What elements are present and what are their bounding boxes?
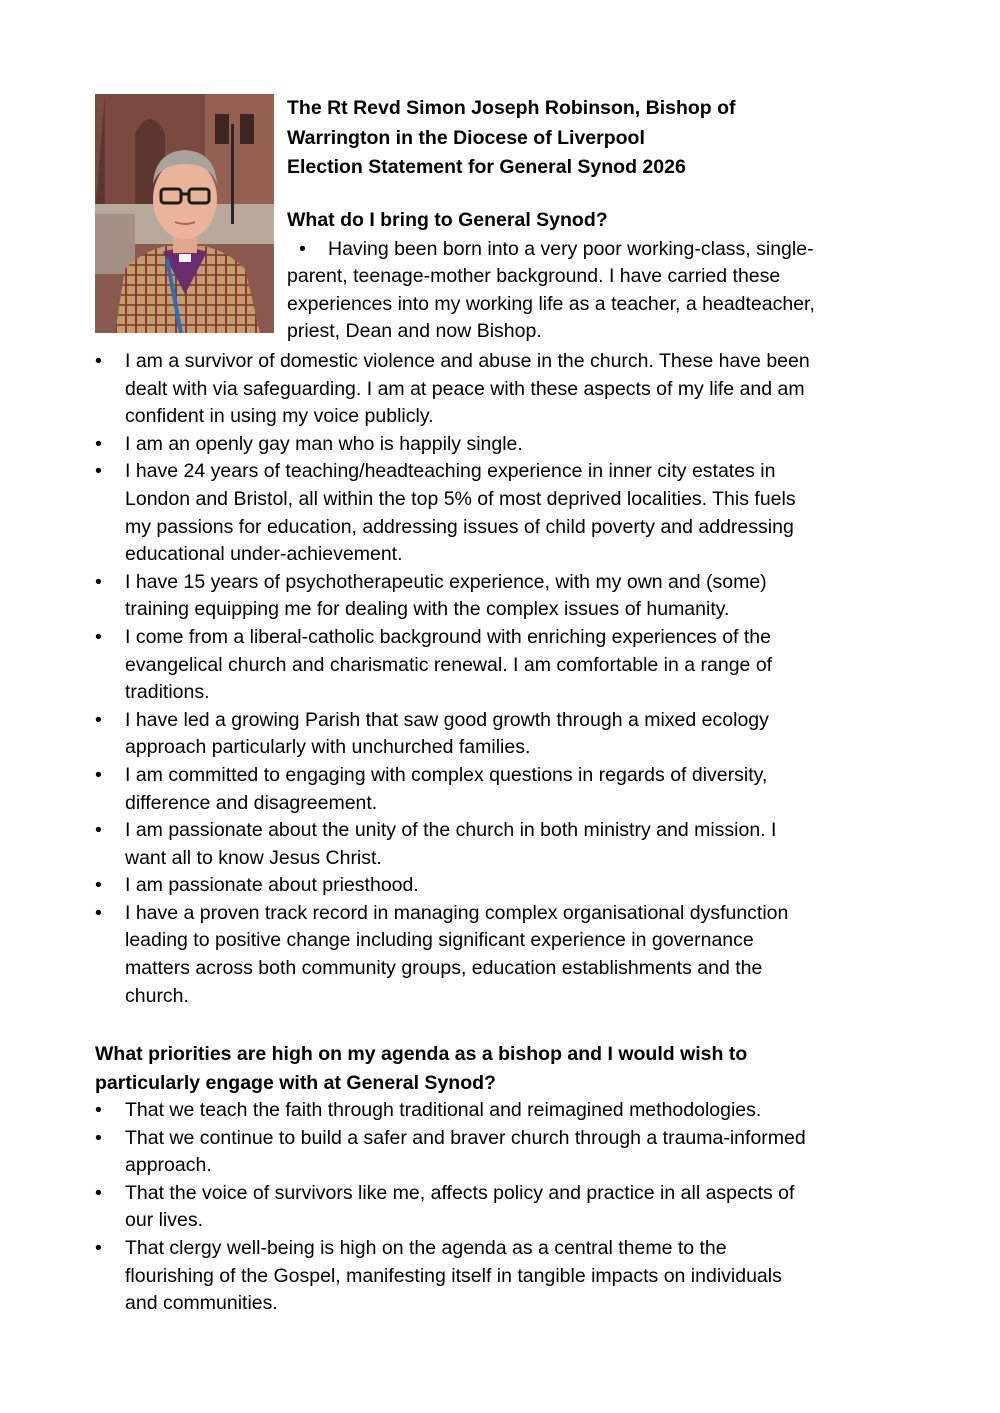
bullet: • <box>95 901 102 924</box>
list-item-line: I have 15 years of psychotherapeutic experience, with my own and (some) <box>125 570 767 593</box>
bullet: • <box>95 625 102 648</box>
section1-list <box>95 348 915 1010</box>
list-item-line: evangelical church and charismatic renewal. I am comfortable in a range of <box>125 653 773 676</box>
heading-line: What priorities are high on my agenda as a bishop and I would wish to <box>95 1043 748 1065</box>
list-item-line: I have a proven track record in managing complex organisational dysfunction <box>125 901 789 924</box>
list-item-line: want all to know Jesus Christ. <box>125 846 382 869</box>
list-item-line: That clergy well-being is high on the agenda as a central theme to the <box>125 1236 727 1259</box>
list-item-line: and communities. <box>125 1292 278 1315</box>
bullet: • <box>95 460 102 483</box>
list-item <box>95 707 915 762</box>
heading-line: particularly engage with at General Synod? <box>95 1072 496 1094</box>
list-item-line: I come from a liberal-catholic background with enriching experiences of the <box>125 625 771 648</box>
list-item <box>95 817 915 872</box>
title-line-1: The Rt Revd Simon Joseph Robinson, Bishop of <box>287 97 736 119</box>
bullet: • <box>95 570 102 593</box>
list-item-line: I am a survivor of domestic violence and abuse in the church. These have been <box>125 350 810 372</box>
bullet: • <box>95 1126 102 1149</box>
bullet: • <box>95 1099 102 1121</box>
bullet: • <box>95 874 102 897</box>
section1-heading: What do I bring to General Synod? <box>287 209 608 231</box>
bullet: • <box>95 1181 102 1204</box>
bullet: • <box>95 708 102 731</box>
list-item-line: I have led a growing Parish that saw good growth through a mixed ecology <box>125 708 769 731</box>
list-item-line: difference and disagreement. <box>125 791 378 814</box>
list-item-line: church. <box>125 984 189 1007</box>
list-item <box>95 900 915 1010</box>
list-item-line: That we teach the faith through traditional and reimagined methodologies. <box>125 1099 762 1121</box>
list-item-line: leading to positive change including significant experience in governance <box>125 929 754 952</box>
section2-heading <box>95 1040 915 1098</box>
list-item-line: my passions for education, addressing issues of child poverty and addressing <box>125 515 794 538</box>
list-item-line: That we continue to build a safer and braver church through a trauma-informed <box>125 1126 806 1149</box>
list-item <box>95 1235 915 1318</box>
list-item <box>95 624 915 707</box>
list-item-line: experiences into my working life as a teacher, a headteacher, <box>287 292 815 315</box>
list-item-line: London and Bristol, all within the top 5% of most deprived localities. This fuels <box>125 487 796 510</box>
list-item-line: I have 24 years of teaching/headteaching experience in inner city estates in <box>125 460 776 483</box>
bullet: • <box>95 819 102 842</box>
list-item-line: I am committed to engaging with complex questions in regards of diversity, <box>125 763 768 786</box>
portrait-photo <box>95 94 274 333</box>
statement-header <box>287 94 927 346</box>
bullet: • <box>95 432 102 455</box>
list-item <box>95 348 915 431</box>
list-item-line: educational under-achievement. <box>125 543 403 566</box>
list-item-line: parent, teenage-mother background. I have carried these <box>287 265 781 287</box>
list-item <box>95 431 915 459</box>
list-item-line: approach particularly with unchurched families. <box>125 736 531 759</box>
list-item <box>95 1097 915 1125</box>
list-item-line: I am passionate about priesthood. <box>125 874 419 897</box>
list-item <box>95 1180 915 1235</box>
list-item-line: training equipping me for dealing with the complex issues of humanity. <box>125 598 730 621</box>
list-item-line: our lives. <box>125 1209 204 1232</box>
title-line-2: Warrington in the Diocese of Liverpool <box>287 126 645 149</box>
list-item-line: priest, Dean and now Bishop. <box>287 320 542 342</box>
list-item-line: Having been born into a very poor working-class, single- <box>328 237 814 260</box>
bullet: • <box>95 763 102 786</box>
list-item-line: approach. <box>125 1154 212 1177</box>
list-item <box>287 236 927 346</box>
title-line-3: Election Statement for General Synod 2026 <box>287 156 686 178</box>
list-item <box>95 872 915 900</box>
list-item <box>95 762 915 817</box>
list-item-line: I am an openly gay man who is happily single. <box>125 432 523 455</box>
bullet: • <box>95 350 102 372</box>
bullet: • <box>299 237 306 260</box>
bullet: • <box>95 1236 102 1259</box>
list-item-line: matters across both community groups, education establishments and the <box>125 957 763 980</box>
list-item-line: I am passionate about the unity of the church in both ministry and mission. I <box>125 819 777 842</box>
list-item <box>95 1125 915 1180</box>
section2-list <box>95 1097 915 1318</box>
list-item <box>95 458 915 568</box>
list-item-line: flourishing of the Gospel, manifesting itself in tangible impacts on individuals <box>125 1264 782 1287</box>
list-item-line: dealt with via safeguarding. I am at peace with these aspects of my life and am <box>125 377 805 400</box>
list-item-line: traditions. <box>125 681 210 704</box>
list-item-line: That the voice of survivors like me, affects policy and practice in all aspects of <box>125 1181 795 1204</box>
list-item-line: confident in using my voice publicly. <box>125 405 434 428</box>
list-item <box>95 569 915 624</box>
